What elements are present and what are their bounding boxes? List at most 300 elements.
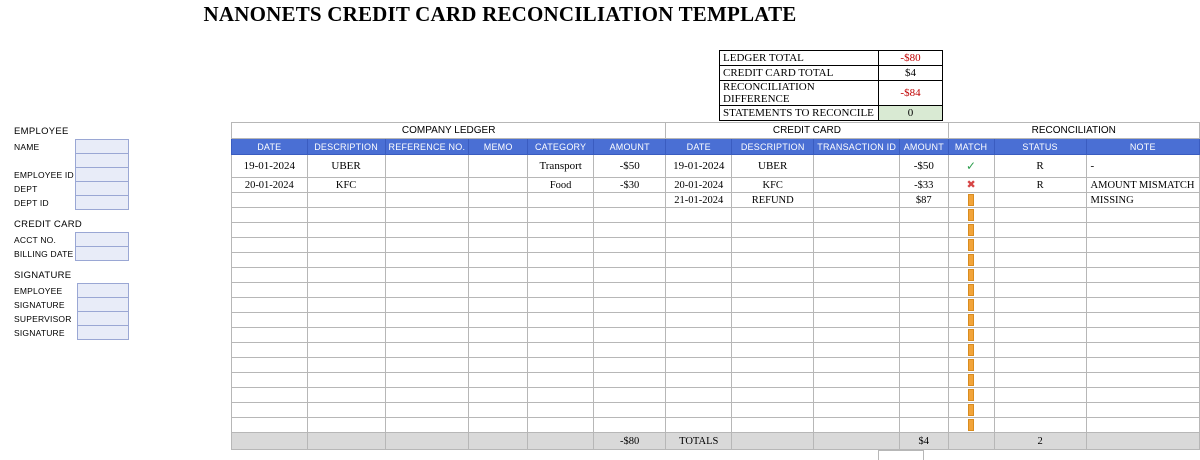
cell-empty[interactable]	[232, 403, 308, 418]
cell-empty[interactable]	[594, 358, 666, 373]
cell-empty[interactable]	[232, 268, 308, 283]
cell-ledger-date[interactable]: 19-01-2024	[232, 155, 308, 178]
field-input[interactable]	[76, 140, 129, 154]
cell-empty[interactable]	[307, 373, 385, 388]
table-row-empty[interactable]	[232, 373, 1200, 388]
cell-ledger-memo[interactable]	[469, 155, 528, 178]
cell-empty[interactable]	[1086, 253, 1199, 268]
field-row	[14, 168, 129, 182]
cell-ledger-cat[interactable]: Food	[528, 178, 594, 193]
cell-empty[interactable]	[1086, 313, 1199, 328]
cell-empty[interactable]	[307, 328, 385, 343]
cell-cc-desc[interactable]: KFC	[732, 178, 814, 193]
cell-empty[interactable]	[528, 403, 594, 418]
cell-cc-desc[interactable]: REFUND	[732, 193, 814, 208]
column-header-description[interactable]: DESCRIPTION	[307, 139, 385, 155]
cell-empty[interactable]	[666, 418, 732, 433]
cell-empty[interactable]	[666, 343, 732, 358]
cell-ledger-cat[interactable]	[528, 193, 594, 208]
totals-empty-cell	[307, 433, 385, 450]
summary-value: -$84	[879, 81, 943, 106]
cell-cc-amt[interactable]: -$50	[900, 155, 948, 178]
cell-empty[interactable]	[528, 268, 594, 283]
field-input[interactable]	[76, 168, 129, 182]
cell-empty[interactable]	[528, 208, 594, 223]
cell-empty[interactable]	[232, 208, 308, 223]
column-header-match[interactable]: MATCH	[948, 139, 994, 155]
column-header-category[interactable]: CATEGORY	[528, 139, 594, 155]
cell-ledger-memo[interactable]	[469, 193, 528, 208]
summary-value: -$80	[879, 51, 943, 66]
cell-empty[interactable]	[528, 238, 594, 253]
bar-icon	[948, 238, 994, 253]
cell-empty[interactable]	[732, 418, 814, 433]
cell-empty[interactable]	[594, 388, 666, 403]
cell-empty[interactable]	[307, 268, 385, 283]
column-header-date[interactable]: DATE	[232, 139, 308, 155]
cell-empty[interactable]	[528, 283, 594, 298]
signature-fields-table	[14, 283, 129, 340]
cell-ledger-date[interactable]: 20-01-2024	[232, 178, 308, 193]
cell-empty[interactable]	[1086, 328, 1199, 343]
cell-empty[interactable]	[469, 343, 528, 358]
totals-empty-cell	[732, 433, 814, 450]
cell-empty[interactable]	[594, 343, 666, 358]
group-header-cell: COMPANY LEDGER	[232, 123, 666, 139]
cell-empty[interactable]	[385, 343, 469, 358]
cell-empty[interactable]	[900, 328, 948, 343]
cell-empty[interactable]	[666, 388, 732, 403]
summary-table	[719, 50, 943, 121]
cell-cc-amt[interactable]: -$33	[900, 178, 948, 193]
table-row-empty[interactable]	[232, 238, 1200, 253]
cell-note[interactable]: AMOUNT MISMATCH	[1086, 178, 1199, 193]
totals-status-count: 2	[994, 433, 1086, 450]
cell-empty[interactable]	[528, 223, 594, 238]
bar-icon	[948, 223, 994, 238]
field-input[interactable]	[76, 154, 129, 168]
cell-empty[interactable]	[528, 343, 594, 358]
cell-empty[interactable]	[732, 358, 814, 373]
cell-empty[interactable]	[900, 268, 948, 283]
cell-empty[interactable]	[814, 328, 900, 343]
cell-empty[interactable]	[994, 373, 1086, 388]
cell-empty[interactable]	[732, 238, 814, 253]
cell-empty[interactable]	[307, 403, 385, 418]
field-label: EMPLOYEE	[14, 285, 63, 296]
reconciliation-grid	[231, 122, 1200, 450]
cell-empty[interactable]	[814, 253, 900, 268]
cell-empty[interactable]	[994, 313, 1086, 328]
cell-empty[interactable]	[307, 223, 385, 238]
cell-empty[interactable]	[307, 208, 385, 223]
cell-empty[interactable]	[385, 313, 469, 328]
cell-empty[interactable]	[232, 418, 308, 433]
cell-empty[interactable]	[732, 388, 814, 403]
cell-empty[interactable]	[732, 268, 814, 283]
cell-ledger-memo[interactable]	[469, 178, 528, 193]
cell-ledger-amt[interactable]: -$30	[594, 178, 666, 193]
cell-empty[interactable]	[594, 238, 666, 253]
cell-empty[interactable]	[469, 388, 528, 403]
cell-empty[interactable]	[594, 418, 666, 433]
summary-row	[720, 81, 943, 106]
column-header-status[interactable]: STATUS	[994, 139, 1086, 155]
cell-empty[interactable]	[594, 328, 666, 343]
cell-empty[interactable]	[666, 268, 732, 283]
cell-empty[interactable]	[1086, 283, 1199, 298]
cell-cc-txn[interactable]	[814, 155, 900, 178]
cell-empty[interactable]	[900, 223, 948, 238]
cell-ledger-ref[interactable]	[385, 155, 469, 178]
column-header-transaction-id[interactable]: TRANSACTION ID	[814, 139, 900, 155]
table-row-empty[interactable]	[232, 268, 1200, 283]
column-header-date[interactable]: DATE	[666, 139, 732, 155]
cell-empty[interactable]	[900, 238, 948, 253]
cell-empty[interactable]	[469, 283, 528, 298]
cell-empty[interactable]	[994, 403, 1086, 418]
cell-empty[interactable]	[307, 253, 385, 268]
cell-empty[interactable]	[666, 223, 732, 238]
cell-empty[interactable]	[1086, 388, 1199, 403]
column-header-reference-no[interactable]: REFERENCE NO.	[385, 139, 469, 155]
cell-empty[interactable]	[814, 223, 900, 238]
employee-heading: EMPLOYEE	[14, 126, 69, 137]
table-row[interactable]	[232, 193, 1200, 208]
cell-empty[interactable]	[1086, 358, 1199, 373]
cell-empty[interactable]	[994, 283, 1086, 298]
cell-empty[interactable]	[528, 298, 594, 313]
cell-empty[interactable]	[732, 298, 814, 313]
bar-icon	[948, 373, 994, 388]
bar-icon	[948, 388, 994, 403]
cell-empty[interactable]	[814, 403, 900, 418]
cell-empty[interactable]	[528, 358, 594, 373]
cell-empty[interactable]	[594, 253, 666, 268]
cell-empty[interactable]	[307, 238, 385, 253]
bar-icon	[948, 253, 994, 268]
page-title: NANONETS CREDIT CARD RECONCILIATION TEMPLATE	[203, 2, 797, 26]
cell-empty[interactable]	[469, 298, 528, 313]
cell-empty[interactable]	[307, 418, 385, 433]
cell-empty[interactable]	[307, 388, 385, 403]
cell-empty[interactable]	[528, 373, 594, 388]
cell-empty[interactable]	[232, 328, 308, 343]
table-row-empty[interactable]	[232, 298, 1200, 313]
cell-empty[interactable]	[469, 253, 528, 268]
cell-empty[interactable]	[666, 283, 732, 298]
cell-note[interactable]: MISSING	[1086, 193, 1199, 208]
cell-empty[interactable]	[385, 328, 469, 343]
totals-empty-cell	[814, 433, 900, 450]
cell-empty[interactable]	[1086, 208, 1199, 223]
cell-empty[interactable]	[666, 403, 732, 418]
cell-empty[interactable]	[900, 313, 948, 328]
cell-empty[interactable]	[994, 418, 1086, 433]
table-row-empty[interactable]	[232, 313, 1200, 328]
field-label	[14, 154, 76, 168]
cell-empty[interactable]	[900, 373, 948, 388]
cell-empty[interactable]	[814, 208, 900, 223]
summary-label: LEDGER TOTAL	[720, 51, 879, 66]
cell-empty[interactable]	[814, 238, 900, 253]
cell-empty[interactable]	[232, 283, 308, 298]
totals-ledger-amount: -$80	[594, 433, 666, 450]
cell-empty[interactable]	[814, 343, 900, 358]
cell-empty[interactable]	[666, 313, 732, 328]
cell-empty[interactable]	[1086, 403, 1199, 418]
field-input[interactable]	[76, 233, 129, 247]
cell-empty[interactable]	[994, 358, 1086, 373]
cell-empty[interactable]	[232, 358, 308, 373]
cell-empty[interactable]	[232, 343, 308, 358]
field-label: DEPT ID	[14, 197, 49, 208]
cell-empty[interactable]	[900, 208, 948, 223]
cell-empty[interactable]	[528, 253, 594, 268]
cell-empty[interactable]	[469, 358, 528, 373]
field-row	[14, 233, 129, 247]
cell-empty[interactable]	[385, 358, 469, 373]
cell-empty[interactable]	[666, 208, 732, 223]
cell-empty[interactable]	[814, 418, 900, 433]
table-row[interactable]	[232, 178, 1200, 193]
cell-empty[interactable]	[732, 208, 814, 223]
cell-empty[interactable]	[814, 283, 900, 298]
cell-empty[interactable]	[666, 358, 732, 373]
cell-empty[interactable]	[528, 328, 594, 343]
cell-empty[interactable]	[732, 373, 814, 388]
field-input[interactable]	[76, 196, 129, 210]
table-row-empty[interactable]	[232, 343, 1200, 358]
field-input[interactable]	[77, 326, 128, 340]
cell-empty[interactable]	[814, 358, 900, 373]
cell-ledger-ref[interactable]	[385, 178, 469, 193]
cell-empty[interactable]	[232, 373, 308, 388]
cell-empty[interactable]	[814, 313, 900, 328]
table-row-empty[interactable]	[232, 208, 1200, 223]
cell-empty[interactable]	[385, 298, 469, 313]
cell-empty[interactable]	[469, 223, 528, 238]
cell-empty[interactable]	[594, 208, 666, 223]
cell-empty[interactable]	[666, 253, 732, 268]
cell-cc-date[interactable]: 19-01-2024	[666, 155, 732, 178]
cell-empty[interactable]	[666, 373, 732, 388]
field-input[interactable]	[77, 312, 128, 326]
cell-empty[interactable]	[1086, 238, 1199, 253]
cell-empty[interactable]	[994, 388, 1086, 403]
cell-empty[interactable]	[666, 328, 732, 343]
table-row[interactable]	[232, 155, 1200, 178]
cell-empty[interactable]	[232, 223, 308, 238]
cell-empty[interactable]	[994, 208, 1086, 223]
cell-empty[interactable]	[900, 418, 948, 433]
cell-empty[interactable]	[594, 373, 666, 388]
cell-empty[interactable]	[994, 223, 1086, 238]
credit-card-fields-table	[14, 232, 129, 261]
table-row-empty[interactable]	[232, 358, 1200, 373]
employee-panel	[14, 126, 214, 340]
cell-empty[interactable]	[732, 313, 814, 328]
column-header-amount[interactable]: AMOUNT	[900, 139, 948, 155]
cell-empty[interactable]	[469, 238, 528, 253]
cell-cc-txn[interactable]	[814, 193, 900, 208]
group-header-cell: CREDIT CARD	[666, 123, 948, 139]
cell-cc-date[interactable]: 20-01-2024	[666, 178, 732, 193]
cell-empty[interactable]	[900, 298, 948, 313]
cell-empty[interactable]	[900, 253, 948, 268]
table-row-empty[interactable]	[232, 328, 1200, 343]
table-row-empty[interactable]	[232, 223, 1200, 238]
cell-empty[interactable]	[594, 403, 666, 418]
totals-empty-cell	[528, 433, 594, 450]
cell-empty[interactable]	[732, 283, 814, 298]
cell-empty[interactable]	[385, 268, 469, 283]
cell-empty[interactable]	[732, 223, 814, 238]
cell-empty[interactable]	[385, 253, 469, 268]
bar-icon	[948, 268, 994, 283]
cell-empty[interactable]	[814, 373, 900, 388]
summary-row	[720, 51, 943, 66]
cell-empty[interactable]	[594, 283, 666, 298]
cell-empty[interactable]	[732, 403, 814, 418]
cell-empty[interactable]	[900, 388, 948, 403]
field-input[interactable]	[76, 247, 129, 261]
table-row-empty[interactable]	[232, 253, 1200, 268]
cell-empty[interactable]	[900, 403, 948, 418]
cell-note[interactable]: -	[1086, 155, 1199, 178]
cell-cc-date[interactable]: 21-01-2024	[666, 193, 732, 208]
column-header-note[interactable]: NOTE	[1086, 139, 1199, 155]
table-row-empty[interactable]	[232, 388, 1200, 403]
cell-empty[interactable]	[594, 268, 666, 283]
cell-cc-txn[interactable]	[814, 178, 900, 193]
cell-empty[interactable]	[469, 313, 528, 328]
cell-ledger-amt[interactable]	[594, 193, 666, 208]
field-input[interactable]	[77, 298, 128, 312]
cell-empty[interactable]	[385, 223, 469, 238]
cell-empty[interactable]	[732, 343, 814, 358]
cell-empty[interactable]	[594, 223, 666, 238]
cell-empty[interactable]	[666, 298, 732, 313]
cell-empty[interactable]	[1086, 373, 1199, 388]
bar-icon	[948, 283, 994, 298]
cell-empty[interactable]	[666, 238, 732, 253]
cell-empty[interactable]	[732, 253, 814, 268]
cell-empty[interactable]	[385, 238, 469, 253]
cell-empty[interactable]	[385, 403, 469, 418]
summary-value: 0	[879, 106, 943, 121]
cell-empty[interactable]	[528, 313, 594, 328]
cell-empty[interactable]	[469, 418, 528, 433]
cell-empty[interactable]	[307, 358, 385, 373]
cell-empty[interactable]	[232, 253, 308, 268]
cell-ledger-date[interactable]	[232, 193, 308, 208]
signature-heading: SIGNATURE	[14, 270, 72, 281]
cell-empty[interactable]	[814, 268, 900, 283]
cell-empty[interactable]	[469, 328, 528, 343]
cell-status[interactable]	[994, 193, 1086, 208]
cell-empty[interactable]	[232, 313, 308, 328]
totals-empty-cell	[1086, 433, 1199, 450]
cell-ledger-amt[interactable]: -$50	[594, 155, 666, 178]
cell-ledger-desc[interactable]	[307, 193, 385, 208]
cell-empty[interactable]	[814, 388, 900, 403]
cell-cc-amt[interactable]: $87	[900, 193, 948, 208]
bar-icon	[948, 298, 994, 313]
cell-ledger-cat[interactable]: Transport	[528, 155, 594, 178]
cell-empty[interactable]	[900, 343, 948, 358]
column-header-amount[interactable]: AMOUNT	[594, 139, 666, 155]
cell-empty[interactable]	[994, 298, 1086, 313]
cell-empty[interactable]	[994, 238, 1086, 253]
table-row-empty[interactable]	[232, 418, 1200, 433]
cell-empty[interactable]	[1086, 223, 1199, 238]
cell-empty[interactable]	[469, 208, 528, 223]
cell-empty[interactable]	[307, 343, 385, 358]
cell-empty[interactable]	[994, 268, 1086, 283]
cell-empty[interactable]	[385, 208, 469, 223]
cell-empty[interactable]	[814, 298, 900, 313]
table-row-empty[interactable]	[232, 403, 1200, 418]
cell-ledger-ref[interactable]	[385, 193, 469, 208]
field-input[interactable]	[77, 284, 128, 298]
cell-empty[interactable]	[232, 238, 308, 253]
cell-ledger-desc[interactable]: UBER	[307, 155, 385, 178]
cell-empty[interactable]	[732, 328, 814, 343]
cell-empty[interactable]	[307, 283, 385, 298]
table-row-empty[interactable]	[232, 283, 1200, 298]
bar-icon	[948, 328, 994, 343]
cell-cc-desc[interactable]: UBER	[732, 155, 814, 178]
cell-empty[interactable]	[469, 403, 528, 418]
cell-empty[interactable]	[469, 268, 528, 283]
cell-empty[interactable]	[232, 388, 308, 403]
cell-empty[interactable]	[900, 283, 948, 298]
cell-empty[interactable]	[900, 358, 948, 373]
cell-status[interactable]: R	[994, 155, 1086, 178]
field-input[interactable]	[76, 182, 129, 196]
summary-label: RECONCILIATION DIFFERENCE	[720, 81, 879, 106]
bar-icon	[948, 403, 994, 418]
cell-empty[interactable]	[469, 373, 528, 388]
cell-status[interactable]: R	[994, 178, 1086, 193]
cell-empty[interactable]	[385, 283, 469, 298]
cell-empty[interactable]	[994, 253, 1086, 268]
summary-value: $4	[879, 66, 943, 81]
cell-empty[interactable]	[385, 388, 469, 403]
column-header-memo[interactable]: MEMO	[469, 139, 528, 155]
cell-empty[interactable]	[594, 313, 666, 328]
cell-empty[interactable]	[385, 373, 469, 388]
column-header-description[interactable]: DESCRIPTION	[732, 139, 814, 155]
field-label: SUPERVISOR	[14, 313, 72, 324]
cell-empty[interactable]	[528, 388, 594, 403]
cell-empty[interactable]	[1086, 268, 1199, 283]
cell-empty[interactable]	[307, 298, 385, 313]
cell-empty[interactable]	[528, 418, 594, 433]
cell-empty[interactable]	[232, 298, 308, 313]
cell-empty[interactable]	[1086, 418, 1199, 433]
cell-ledger-desc[interactable]: KFC	[307, 178, 385, 193]
cell-empty[interactable]	[1086, 298, 1199, 313]
cell-empty[interactable]	[994, 343, 1086, 358]
cell-empty[interactable]	[307, 313, 385, 328]
cell-empty[interactable]	[994, 328, 1086, 343]
field-row	[14, 182, 129, 196]
cell-empty[interactable]	[594, 298, 666, 313]
cell-empty[interactable]	[1086, 343, 1199, 358]
cell-empty[interactable]	[385, 418, 469, 433]
